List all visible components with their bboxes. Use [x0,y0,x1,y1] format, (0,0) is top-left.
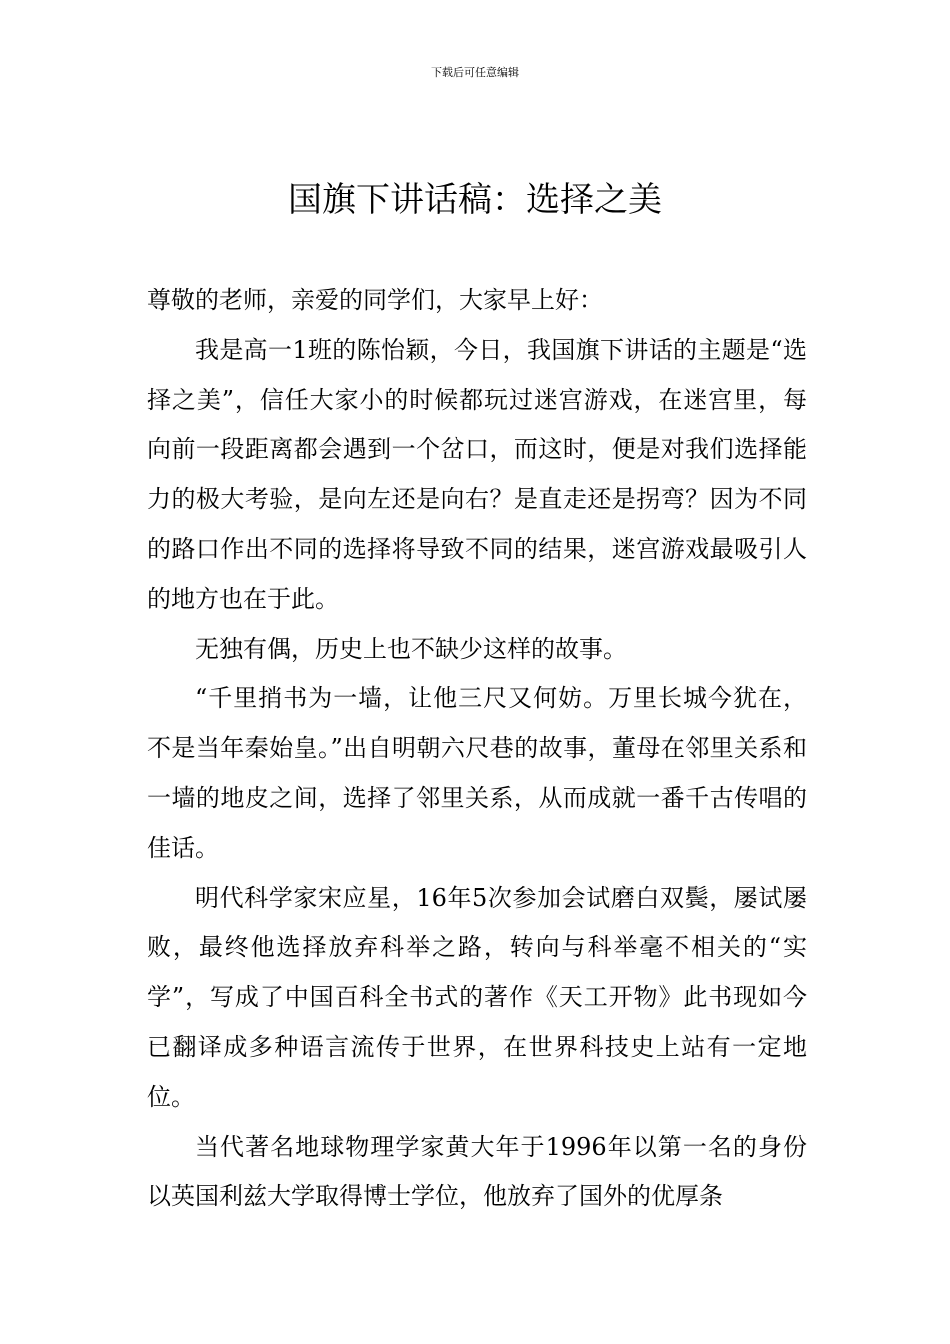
paragraph-history: 无独有偶，历史上也不缺少这样的故事。 [195,634,627,663]
page-title: 国旗下讲话稿：选择之美 [288,180,662,220]
paragraph-song-yingxing: 明代科学家宋应星，16年5次参加会试磨白双鬓，屡试屡败，最终他选择放弃科举之路，转向与科举毫不相关的“实学”，写成了中国百科全书式的著作《天工开物》此书现如今已翻译成多种语言流传于世界，在世界科技史上站有一定地位。 [147,883,807,1111]
paragraph-six-foot-lane: “千里捎书为一墙，让他三尺又何妨。万里长城今犹在，不是当年秦始皇。”出自明朝六尺巷的故事，董母在邻里关系和一墙的地皮之间，选择了邻里关系，从而成就一番千古传唱的佳话。 [147,684,807,862]
download-note: 下载后可任意编辑 [431,66,519,79]
paragraph-intro: 我是高一1班的陈怡颖，今日，我国旗下讲话的主题是“选择之美”，信任大家小的时候都玩过迷宫游戏，在迷宫里，每向前一段距离都会遇到一个岔口，而这时，便是对我们选择能力的极大考验，是向左还是向右？是直走还是拐弯？因为不同的路口作出不同的选择将导致不同的结果，迷宫游戏最吸引人的地方也在于此。 [147,335,807,613]
greeting-line: 尊敬的老师，亲爱的同学们，大家早上好： [147,286,603,314]
paragraph-huang-danian: 当代著名地球物理学家黄大年于1996年以第一名的身份以英国利兹大学取得博士学位，他放弃了国外的优厚条 [147,1132,807,1211]
speech-body [147,276,807,1222]
